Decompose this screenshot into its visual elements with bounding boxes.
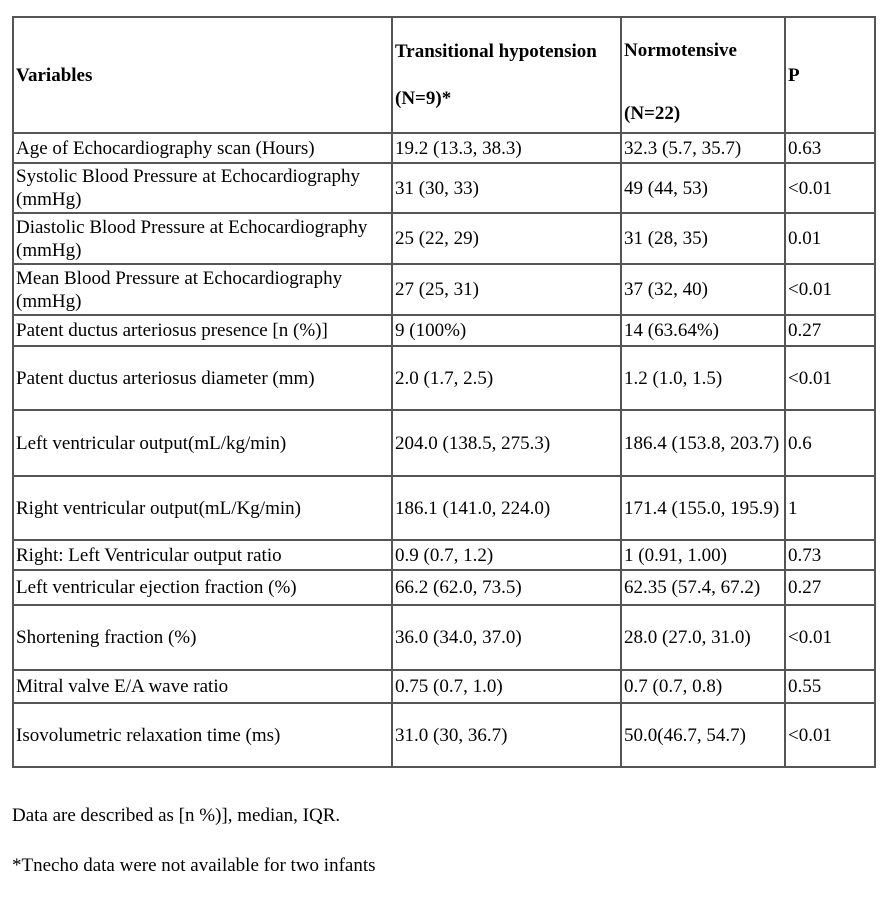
- p-value: 0.27: [785, 315, 875, 346]
- row-label: Patent ductus arteriosus presence [n (%)]: [13, 315, 392, 346]
- p-value: 0.73: [785, 540, 875, 570]
- transitional-hypotension-value: 204.0 (138.5, 275.3): [392, 410, 621, 476]
- table-row: [13, 670, 875, 703]
- row-label: Left ventricular output(mL/kg/min): [13, 410, 392, 476]
- table-row: [13, 163, 875, 213]
- results-table: [12, 16, 876, 768]
- row-label: Left ventricular ejection fraction (%): [13, 570, 392, 605]
- transitional-hypotension-value: 25 (22, 29): [392, 213, 621, 264]
- table-row: [13, 605, 875, 670]
- row-label: Right: Left Ventricular output ratio: [13, 540, 392, 570]
- transitional-hypotension-value: 27 (25, 31): [392, 264, 621, 315]
- transitional-hypotension-value: 66.2 (62.0, 73.5): [392, 570, 621, 605]
- p-value: 1: [785, 476, 875, 540]
- normotensive-value: 1.2 (1.0, 1.5): [621, 346, 785, 410]
- normotensive-value: 14 (63.64%): [621, 315, 785, 346]
- table-row: [13, 264, 875, 315]
- transitional-hypotension-value: 9 (100%): [392, 315, 621, 346]
- row-label: Right ventricular output(mL/Kg/min): [13, 476, 392, 540]
- header-normotensive-n: (N=22): [624, 103, 681, 124]
- p-value: 0.27: [785, 570, 875, 605]
- row-label: Mitral valve E/A wave ratio: [13, 670, 392, 703]
- row-label: Mean Blood Pressure at Echocardiography (mmHg): [13, 264, 392, 315]
- header-transitional-hypotension: [392, 17, 621, 133]
- header-p: P: [785, 17, 875, 133]
- table-row: [13, 133, 875, 163]
- normotensive-value: 50.0(46.7, 54.7): [621, 703, 785, 767]
- p-value: <0.01: [785, 163, 875, 213]
- normotensive-value: 171.4 (155.0, 195.9): [621, 476, 785, 540]
- header-transitional-hypotension-n: (N=9)*: [395, 88, 452, 109]
- transitional-hypotension-value: 2.0 (1.7, 2.5): [392, 346, 621, 410]
- transitional-hypotension-value: 186.1 (141.0, 224.0): [392, 476, 621, 540]
- normotensive-value: 37 (32, 40): [621, 264, 785, 315]
- table-row: [13, 476, 875, 540]
- normotensive-value: 62.35 (57.4, 67.2): [621, 570, 785, 605]
- transitional-hypotension-value: 36.0 (34.0, 37.0): [392, 605, 621, 670]
- p-value: 0.6: [785, 410, 875, 476]
- table-row: [13, 346, 875, 410]
- transitional-hypotension-value: 0.9 (0.7, 1.2): [392, 540, 621, 570]
- table-row: [13, 540, 875, 570]
- data-description-note: Data are described as [n %)], median, IQR.: [12, 805, 341, 826]
- table-row: [13, 410, 875, 476]
- transitional-hypotension-value: 19.2 (13.3, 38.3): [392, 133, 621, 163]
- p-value: 0.63: [785, 133, 875, 163]
- table-row: [13, 703, 875, 767]
- normotensive-value: 31 (28, 35): [621, 213, 785, 264]
- header-transitional-hypotension-label: Transitional hypotension: [395, 41, 597, 62]
- header-normotensive-label: Normotensive: [624, 40, 737, 61]
- normotensive-value: 186.4 (153.8, 203.7): [621, 410, 785, 476]
- row-label: Systolic Blood Pressure at Echocardiography (mmHg): [13, 163, 392, 213]
- p-value: <0.01: [785, 703, 875, 767]
- table-row: [13, 570, 875, 605]
- normotensive-value: 32.3 (5.7, 35.7): [621, 133, 785, 163]
- transitional-hypotension-value: 31.0 (30, 36.7): [392, 703, 621, 767]
- header-row: [13, 17, 875, 133]
- normotensive-value: 28.0 (27.0, 31.0): [621, 605, 785, 670]
- row-label: Diastolic Blood Pressure at Echocardiography (mmHg): [13, 213, 392, 264]
- asterisk-footnote: *Tnecho data were not available for two infants: [12, 855, 376, 876]
- row-label: Shortening fraction (%): [13, 605, 392, 670]
- normotensive-value: 0.7 (0.7, 0.8): [621, 670, 785, 703]
- normotensive-value: 49 (44, 53): [621, 163, 785, 213]
- row-label: Isovolumetric relaxation time (ms): [13, 703, 392, 767]
- row-label: Patent ductus arteriosus diameter (mm): [13, 346, 392, 410]
- p-value: 0.01: [785, 213, 875, 264]
- row-label: Age of Echocardiography scan (Hours): [13, 133, 392, 163]
- p-value: <0.01: [785, 264, 875, 315]
- header-normotensive: [621, 17, 785, 133]
- table-row: [13, 315, 875, 346]
- p-value: <0.01: [785, 605, 875, 670]
- p-value: <0.01: [785, 346, 875, 410]
- transitional-hypotension-value: 31 (30, 33): [392, 163, 621, 213]
- table-body: [13, 133, 875, 767]
- header-variables: Variables: [13, 17, 392, 133]
- p-value: 0.55: [785, 670, 875, 703]
- table-row: [13, 213, 875, 264]
- normotensive-value: 1 (0.91, 1.00): [621, 540, 785, 570]
- transitional-hypotension-value: 0.75 (0.7, 1.0): [392, 670, 621, 703]
